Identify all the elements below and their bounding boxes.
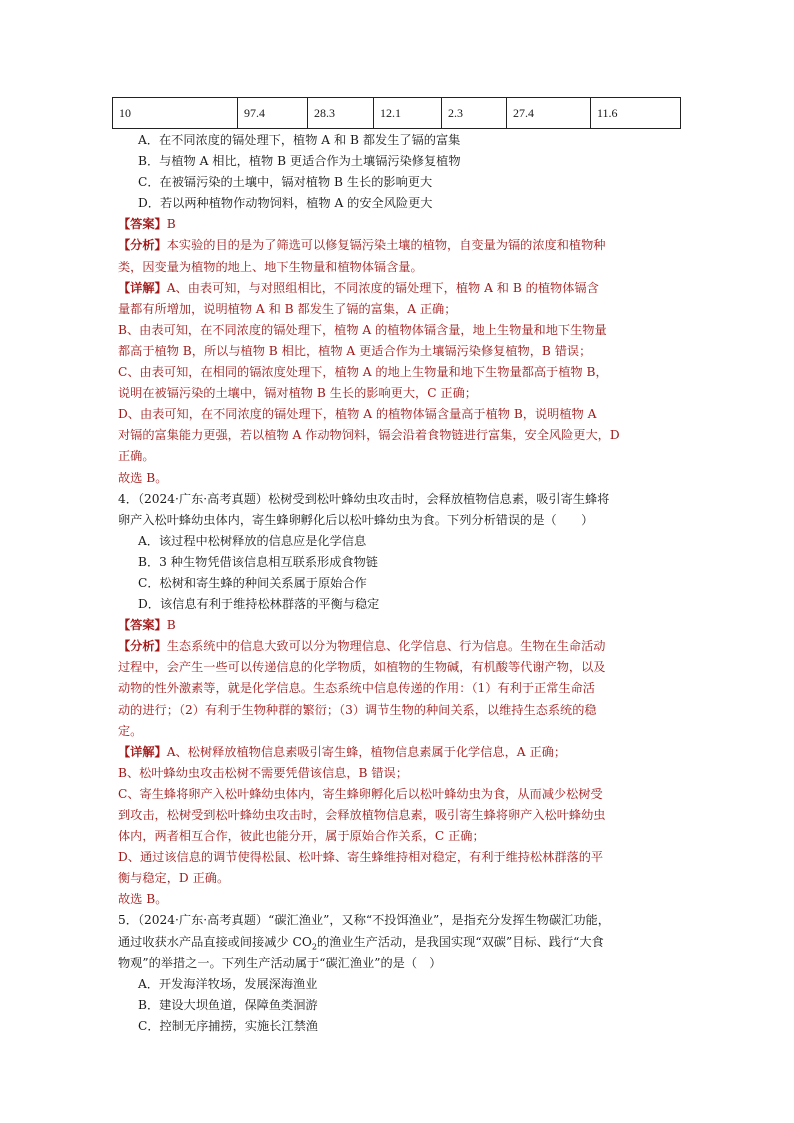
analysis-tag: 【分析】 [118,639,167,654]
q3-answer [118,214,698,235]
q4-detail-line: 衡与稳定，D 正确。 [118,871,230,886]
detail-text: A、松树释放植物信息素吸引寄生蜂，植物信息素属于化学信息，A 正确； [166,744,567,759]
q4-option-a: A．该过程中松树释放的信息应是化学信息 [138,533,367,548]
q4-detail-line [118,742,698,763]
q3-option-d: D．若以两种植物作动物饲料，植物 A 的安全风险更大 [138,196,433,211]
q3-option-b: B．与植物 A 相比，植物 B 更适合作为土壤镉污染修复植物 [138,154,461,169]
q4-option-b: B．3 种生物凭借该信息相互联系形成食物链 [138,554,378,569]
q4-analysis-line [118,636,698,657]
q3-detail-line [118,278,698,299]
stem-text: 通过收获水产品直接或间接减少 CO [118,934,312,949]
analysis-tag: 【分析】 [118,238,167,253]
q3-detail-line: 量都有所增加，说明植物 A 和 B 都发生了镉的富集，A 正确； [118,301,457,316]
q4-analysis-line: 动物的性外激素等，就是化学信息。生态系统中信息传递的作用：（1）有利于正常生命活 [118,681,595,696]
q4-analysis-line: 动的进行；（2）有利于生物种群的繁衍；（3）调节生物的种间关系，以维持生态系统的稳 [118,702,597,717]
q4-stem-line: 4．（2024·广东·高考真题）松树受到松叶蜂幼虫攻击时，会释放植物信息素，吸引寄生蜂将 [118,491,610,506]
q4-conclusion: 故选 B。 [118,892,168,907]
q4-option-d: D．该信息有利于维持松林群落的平衡与稳定 [138,597,380,612]
q4-stem-line: 卵产入松叶蜂幼虫体内，寄生蜂卵孵化后以松叶蜂幼虫为食。下列分析错误的是（ ） [118,512,594,527]
stem-text: 的渔业生产活动，是我国实现“双碳”目标、践行“大食 [316,934,604,949]
table-cell: 27.4 [507,98,591,129]
table-cell: 97.4 [238,98,308,129]
analysis-text: 生态系统中的信息大致可以分为物理信息、化学信息、行为信息。生物在生命活动 [166,639,606,654]
answer-value: B [166,217,176,232]
q3-detail-line: 说明在被镉污染的土壤中，镉对植物 B 生长的影响更大，C 正确； [118,386,477,401]
q4-analysis-line: 定。 [118,723,143,738]
q4-analysis-line: 过程中，会产生一些可以传递信息的化学物质，如植物的生物碱，有机酸等代谢产物，以及 [118,660,606,675]
table-cell: 12.1 [374,98,442,129]
answer-tag: 【答案】 [118,217,167,232]
analysis-text: 本实验的目的是为了筛选可以修复镉污染土壤的植物，自变量为镉的浓度和植物种 [166,238,606,253]
detail-tag: 【详解】 [118,280,167,295]
answer-tag: 【答案】 [118,618,167,633]
table-cell: 28.3 [308,98,374,129]
q3-conclusion: 故选 B。 [118,470,168,485]
q4-detail-line: D、通过该信息的调节使得松鼠、松叶蜂、寄生蜂维持相对稳定，有利于维持松林群落的平 [118,850,604,865]
table-cell: 10 [113,98,238,129]
q3-analysis-line [118,235,698,256]
q3-detail-line: D、由表可知，在不同浓度的镉处理下，植物 A 的植物体镉含量高于植物 B，说明植物 A [118,407,597,422]
q4-detail-line: B、松叶蜂幼虫攻击松树不需要凭借该信息，B 错误； [118,765,408,780]
q4-option-c: C．松树和寄生蜂的种间关系属于原始合作 [138,575,367,590]
table-cell: 11.6 [591,98,681,129]
q3-detail-line: 都高于植物 B，所以与植物 B 相比，植物 A 更适合作为土壤镉污染修复植物，B 错误； [118,343,592,358]
answer-value: B [166,618,176,633]
q5-stem-line [118,932,698,953]
q5-option-b: B．建设大坝鱼道，保障鱼类洄游 [138,997,318,1012]
detail-tag: 【详解】 [118,744,167,759]
detail-text: A、由表可知，与对照组相比，不同浓度的镉处理下，植物 A 和 B 的植物体镉含 [166,280,599,295]
q3-option-a: A．在不同浓度的镉处理下，植物 A 和 B 都发生了镉的富集 [138,133,461,147]
data-table [112,97,681,129]
q3-option-c: C．在被镉污染的土壤中，镉对植物 B 生长的影响更大 [138,175,433,190]
q3-detail-line: 正确。 [118,449,155,464]
q3-detail-line: B、由表可知，在不同浓度的镉处理下，植物 A 的植物体镉含量，地上生物量和地下生物量 [118,322,607,337]
q4-answer [118,615,698,636]
q5-stem-line: 5．（2024·广东·高考真题）“碳汇渔业”，又称“不投饵渔业”，是指充分发挥生物碳汇功能， [118,913,610,928]
q3-detail-line: 对镉的富集能力更强，若以植物 A 作动物饲料，镉会沿着食物链进行富集，安全风险更大，D [118,428,620,443]
q3-analysis-line: 类，因变量为植物的地上、地下生物量和植物体镉含量。 [118,259,423,274]
table-row [113,98,681,129]
q5-option-c: C．控制无序捕捞，实施长江禁渔 [138,1018,318,1033]
q5-option-a: A．开发海洋牧场，发展深海渔业 [138,976,318,991]
table-cell: 2.3 [442,98,507,129]
q5-stem-line: 物观”的举措之一。下列生产活动属于“碳汇渔业”的是（ ） [118,955,442,970]
question-content [118,130,698,1037]
subscript: 2 [311,942,317,951]
q4-detail-line: 到攻击，松树受到松叶蜂幼虫攻击时，会释放植物信息素，吸引寄生蜂将卵产入松叶蜂幼虫 [118,808,606,822]
q3-detail-line: C、由表可知，在相同的镉浓度处理下，植物 A 的地上生物量和地下生物量都高于植物 B， [118,365,608,380]
q4-detail-line: C、寄生蜂将卵产入松叶蜂幼虫体内，寄生蜂卵孵化后以松叶蜂幼虫为食，从而减少松树受 [118,786,603,801]
q4-detail-line: 体内，两者相互合作，彼此也能分开，属于原始合作关系，C 正确； [118,829,485,844]
